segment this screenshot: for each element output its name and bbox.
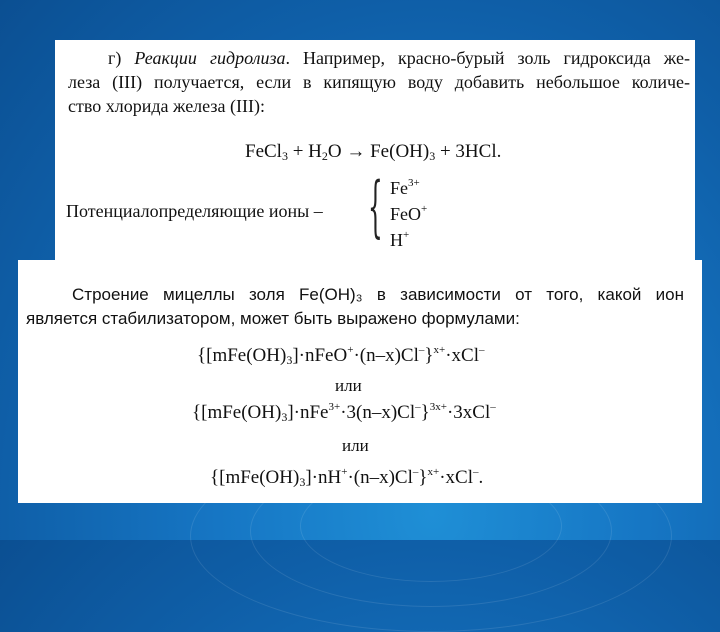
or-separator: или: [342, 436, 369, 455]
hydrolysis-equation: FeCl$_3$ + $H_2O \to Fe(OH)_3 + 3HCl$.: [245, 141, 502, 163]
ion-fe3: $Fe^{3+}$: [390, 177, 420, 198]
ion-h: H+: [390, 229, 410, 250]
paragraph-line: Строение мицеллы золя Fe(OH)₃ в зависимости от того, какой ион: [72, 285, 684, 304]
paragraph-line: леза (III) получается, если в кипящую воду добавить небольшое количе-: [68, 72, 690, 92]
micelle-formula-feo: $\{[mFe(OH)_3]\cdot nFeO^+\cdot(n-x)Cl^-\}^{x+}\cdot xCl^-$: [197, 344, 485, 367]
curly-brace: {: [368, 168, 383, 245]
ion-feo: FeO+: [390, 203, 428, 224]
section-title: Реакции гидролиза: [134, 48, 286, 68]
potential-ions-label: Потенциалопределяющие ионы –: [66, 201, 323, 221]
hydrolysis-paragraph: [68, 46, 690, 118]
micelle-formula-fe3: $\{[mFe(OH)_3]\cdot nFe^{3+}\cdot 3(n-x)Cl^-\}^{3x+}\cdot 3xCl^-$: [192, 401, 496, 424]
paragraph-line: ство хлорида железа (III):: [68, 96, 265, 116]
micelle-paragraph: [26, 283, 684, 331]
or-separator: или: [335, 376, 362, 395]
paragraph-line: является стабилизатором, может быть выражено формулами:: [26, 309, 520, 328]
micelle-formula-h: $\{[mFe(OH)_3]\cdot nH^+\cdot(n-x)Cl^-\}^{x+}\cdot xCl^-$.: [210, 466, 484, 489]
paragraph-line: г) Реакции гидролиза. Например, красно-бурый золь гидроксида же-: [108, 48, 690, 68]
